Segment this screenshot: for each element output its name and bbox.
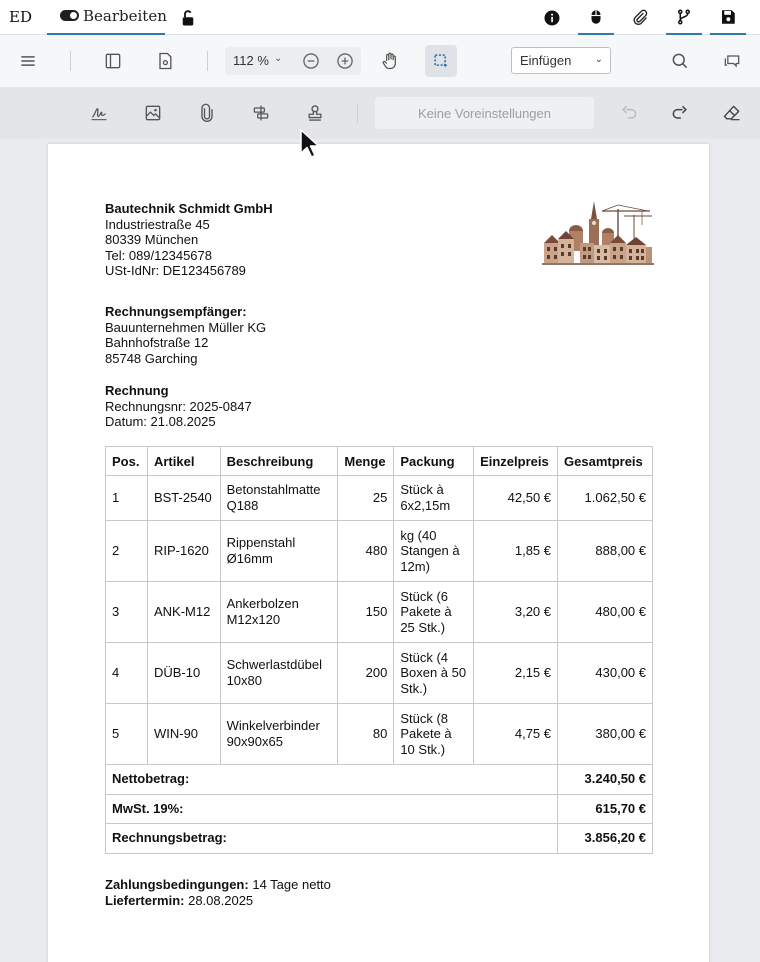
mouse-icon[interactable]	[578, 0, 614, 35]
info-icon[interactable]	[534, 0, 570, 35]
article-cell: WIN-90	[147, 704, 220, 765]
column-header: Beschreibung	[220, 447, 338, 476]
table-row	[106, 582, 653, 643]
article-cell: ANK-M12	[147, 582, 220, 643]
sender-address	[105, 201, 273, 279]
menu-icon[interactable]	[12, 45, 44, 77]
gross-total-label: Rechnungsbetrag:	[106, 824, 558, 854]
delivery-date-value: 28.08.2025	[188, 892, 254, 908]
vat-label: MwSt. 19%:	[106, 794, 558, 824]
quantity-cell: 150	[338, 582, 394, 643]
annotation-toolbar	[0, 87, 760, 139]
signature-icon[interactable]	[84, 99, 114, 127]
unit-price-cell: 4,75 €	[474, 704, 558, 765]
column-header: Packung	[394, 447, 474, 476]
sender-city: 80339 München	[105, 232, 199, 248]
pan-hand-icon[interactable]	[374, 45, 406, 77]
table-row	[106, 521, 653, 582]
stamp-icon[interactable]	[300, 99, 330, 127]
invoice-info	[105, 383, 252, 430]
gross-total-value: 3.856,20 €	[558, 824, 653, 854]
total-cell: 1.062,50 €	[558, 476, 653, 521]
packaging-cell: Stück (4 Boxen à 50 Stk.)	[394, 643, 474, 704]
table-row	[106, 476, 653, 521]
column-header: Gesamtpreis	[558, 447, 653, 476]
recipient-address	[105, 304, 266, 366]
sender-street: Industriestraße 45	[105, 216, 210, 232]
recipient-company: Bauunternehmen Müller KG	[105, 319, 267, 335]
quantity-cell: 200	[338, 643, 394, 704]
form-field-icon[interactable]	[246, 99, 276, 127]
mouse-cursor-icon	[299, 128, 323, 160]
recipient-label: Rechnungsempfänger:	[105, 304, 247, 319]
description-cell: Schwerlastdübel 10x80	[220, 643, 338, 704]
article-cell: RIP-1620	[147, 521, 220, 582]
insert-select-value: Einfügen	[520, 53, 572, 68]
sender-company: Bautechnik Schmidt GmbH	[105, 201, 273, 216]
divider	[357, 103, 358, 123]
top-bar	[0, 0, 760, 35]
sidebar-toggle-icon[interactable]	[97, 45, 129, 77]
invoice-title: Rechnung	[105, 383, 169, 398]
net-total-row	[106, 765, 653, 795]
delivery-date-label: Liefertermin:	[105, 892, 185, 908]
description-cell: Winkelverbinder 90x90x65	[220, 704, 338, 765]
document-settings-icon[interactable]	[149, 45, 181, 77]
pos-cell: 1	[106, 476, 148, 521]
selection-tool-icon[interactable]	[425, 45, 457, 77]
divider	[207, 51, 208, 71]
document-page	[48, 144, 709, 962]
net-total-label: Nettobetrag:	[106, 765, 558, 795]
article-cell: DÜB-10	[147, 643, 220, 704]
net-total-value: 3.240,50 €	[558, 765, 653, 795]
invoice-table	[105, 446, 653, 854]
image-icon[interactable]	[138, 99, 168, 127]
attachment-icon[interactable]	[192, 99, 222, 127]
sender-vat: USt-IdNr: DE123456789	[105, 263, 246, 279]
preset-select[interactable]	[375, 97, 594, 129]
eraser-icon[interactable]	[717, 99, 747, 127]
comments-icon[interactable]	[716, 45, 748, 77]
pos-cell: 5	[106, 704, 148, 765]
lock-open-icon[interactable]	[170, 0, 206, 35]
toggle-icon	[60, 10, 79, 21]
delivery-date	[105, 893, 331, 909]
unit-price-cell: 2,15 €	[474, 643, 558, 704]
chevron-down-icon: ⌄	[594, 54, 603, 65]
zoom-in-icon[interactable]	[331, 47, 359, 75]
total-cell: 480,00 €	[558, 582, 653, 643]
table-header-row	[106, 447, 653, 476]
article-cell: BST-2540	[147, 476, 220, 521]
column-header: Menge	[338, 447, 394, 476]
undo-icon[interactable]	[614, 99, 644, 127]
packaging-cell: Stück (6 Pakete à 25 Stk.)	[394, 582, 474, 643]
pos-cell: 2	[106, 521, 148, 582]
quantity-cell: 480	[338, 521, 394, 582]
paperclip-icon[interactable]	[622, 0, 658, 35]
column-header: Artikel	[147, 447, 220, 476]
payment-terms-value: 14 Tage netto	[252, 877, 331, 892]
packaging-cell: kg (40 Stangen à 12m)	[394, 521, 474, 582]
edit-mode-toggle[interactable]	[47, 0, 165, 35]
column-header: Pos.	[106, 447, 148, 476]
search-icon[interactable]	[664, 45, 696, 77]
chevron-down-icon[interactable]: ⌄	[274, 53, 283, 64]
pos-cell: 3	[106, 582, 148, 643]
insert-select[interactable]	[511, 47, 611, 74]
total-cell: 888,00 €	[558, 521, 653, 582]
zoom-out-icon[interactable]	[297, 47, 325, 75]
branch-icon[interactable]	[666, 0, 702, 35]
user-initials[interactable]: ED	[9, 8, 32, 26]
redo-icon[interactable]	[665, 99, 695, 127]
quantity-cell: 80	[338, 704, 394, 765]
description-cell: Rippenstahl Ø16mm	[220, 521, 338, 582]
vat-row	[106, 794, 653, 824]
packaging-cell: Stück à 6x2,15m	[394, 476, 474, 521]
unit-price-cell: 3,20 €	[474, 582, 558, 643]
total-cell: 380,00 €	[558, 704, 653, 765]
divider	[70, 51, 71, 71]
packaging-cell: Stück (8 Pakete à 10 Stk.)	[394, 704, 474, 765]
save-icon[interactable]	[710, 0, 746, 35]
gross-total-row	[106, 824, 653, 854]
column-header: Einzelpreis	[474, 447, 558, 476]
zoom-control	[225, 47, 361, 75]
total-cell: 430,00 €	[558, 643, 653, 704]
table-row	[106, 704, 653, 765]
payment-terms-label: Zahlungsbedingungen:	[105, 877, 249, 892]
invoice-number: Rechnungsnr: 2025-0847	[105, 398, 252, 414]
invoice-date: Datum: 21.08.2025	[105, 414, 216, 430]
recipient-city: 85748 Garching	[105, 350, 198, 366]
description-cell: Betonstahlmatte Q188	[220, 476, 338, 521]
quantity-cell: 25	[338, 476, 394, 521]
payment-info	[105, 877, 331, 908]
unit-price-cell: 42,50 €	[474, 476, 558, 521]
description-cell: Ankerbolzen M12x120	[220, 582, 338, 643]
viewer-toolbar	[0, 35, 760, 87]
company-logo	[542, 199, 654, 271]
preset-placeholder: Keine Voreinstellungen	[418, 105, 551, 121]
pos-cell: 4	[106, 643, 148, 704]
edit-mode-label: Bearbeiten	[83, 7, 167, 25]
payment-terms	[105, 877, 331, 893]
vat-value: 615,70 €	[558, 794, 653, 824]
unit-price-cell: 1,85 €	[474, 521, 558, 582]
zoom-level[interactable]: 112 %	[233, 53, 269, 68]
table-row	[106, 643, 653, 704]
recipient-street: Bahnhofstraße 12	[105, 335, 209, 351]
sender-phone: Tel: 089/12345678	[105, 247, 212, 263]
